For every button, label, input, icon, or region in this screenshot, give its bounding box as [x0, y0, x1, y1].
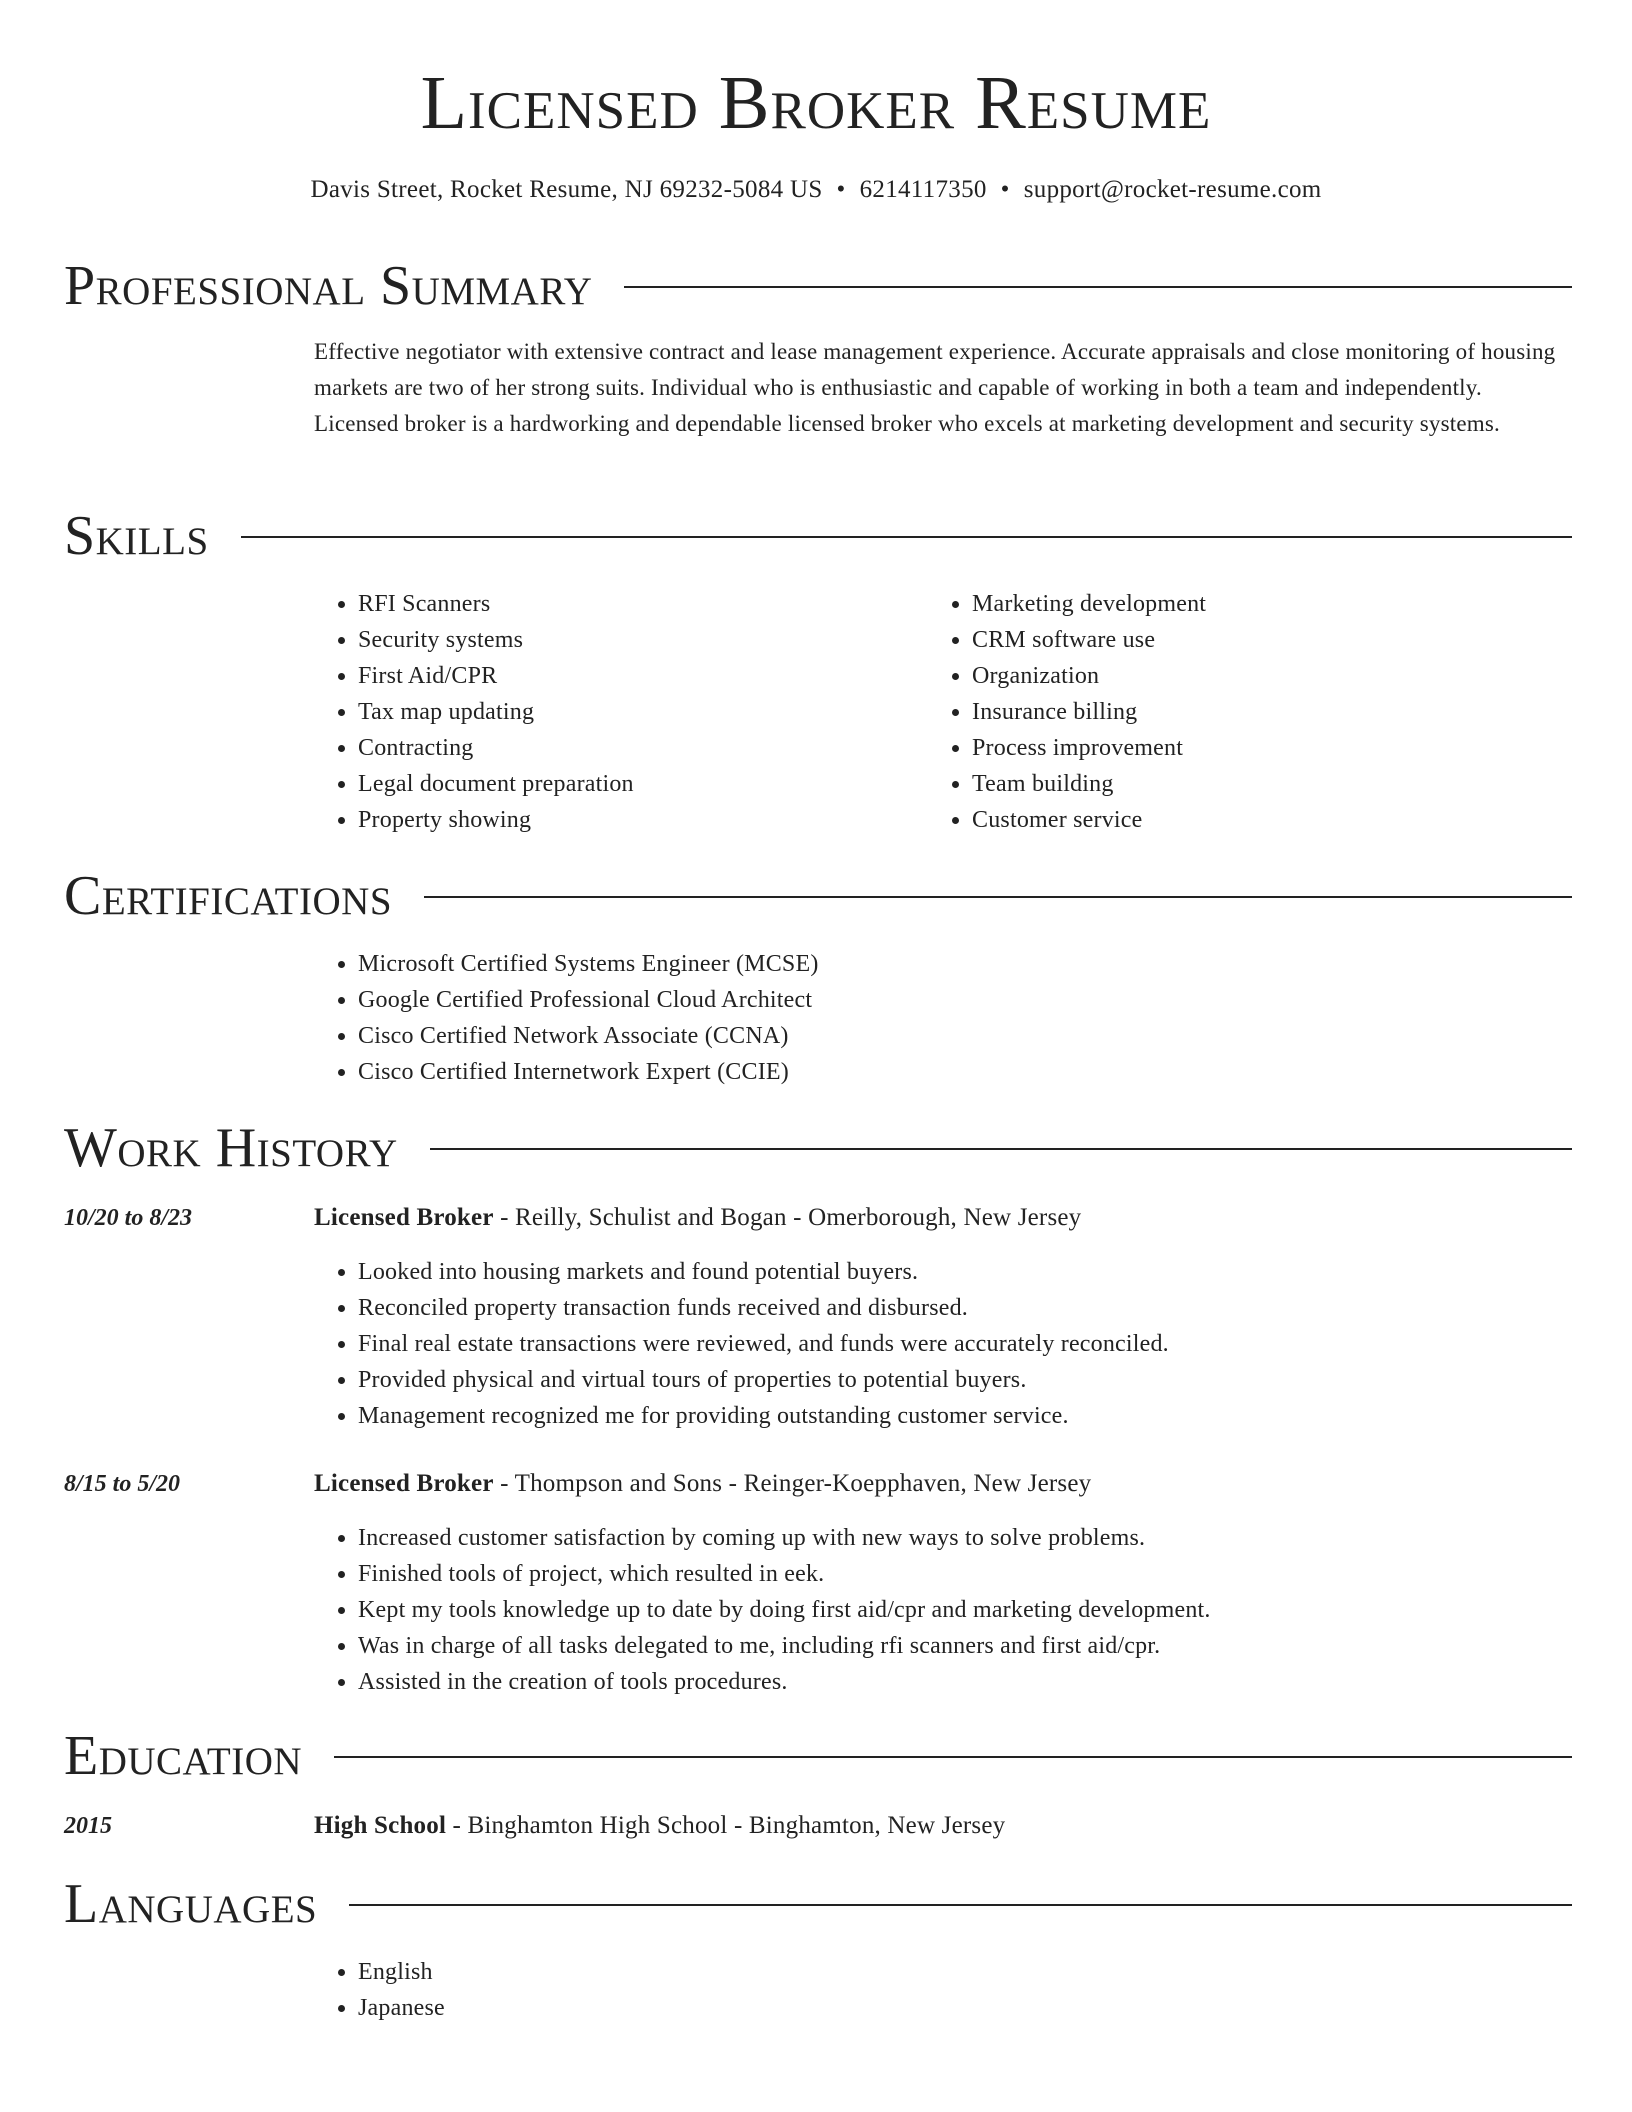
- education-heading: [314, 1808, 1005, 1844]
- section-title-education: Education: [64, 1725, 303, 1787]
- language-item: • English: [358, 1954, 958, 1990]
- resume-title: Licensed Broker Resume: [420, 61, 1212, 145]
- job-bullet: • Looked into housing markets and found potential buyers.: [358, 1254, 1608, 1290]
- skills-list-left: [314, 586, 918, 838]
- education-degree: High School: [314, 1812, 447, 1839]
- job-bullets: [314, 1520, 1608, 1700]
- section-title-languages: Languages: [64, 1873, 318, 1935]
- contact-line: [0, 174, 1632, 206]
- section-header-summary: [64, 256, 1572, 316]
- job-employer-location: - Thompson and Sons - Reinger-Koepphaven, New Jersey: [493, 1470, 1092, 1497]
- certifications-list: [314, 946, 1558, 1090]
- job-bullet: • Provided physical and virtual tours of properties to potential buyers.: [358, 1362, 1608, 1398]
- skill-item: • Marketing development: [972, 586, 1572, 622]
- job-bullet: • Final real estate transactions were reviewed, and funds were accurately reconciled.: [358, 1326, 1608, 1362]
- skill-item: • Property showing: [358, 802, 918, 838]
- job-title: Licensed Broker: [314, 1470, 494, 1497]
- skill-item: • RFI Scanners: [358, 586, 918, 622]
- section-divider: [624, 286, 1572, 288]
- skill-item: • Team building: [972, 766, 1572, 802]
- skill-item: • Organization: [972, 658, 1572, 694]
- section-header-education: [64, 1726, 1572, 1786]
- section-divider: [424, 896, 1572, 898]
- section-title-skills: Skills: [64, 505, 209, 567]
- job-bullet: • Reconciled property transaction funds received and disbursed.: [358, 1290, 1608, 1326]
- job-heading: [314, 1466, 1091, 1502]
- skills-list-right: [928, 586, 1572, 838]
- summary-text: Effective negotiator with extensive contract and lease management experience. Accurate appraisals and close monitoring of housing markets are two of her strong suits. Individual who is enthusiastic and capable of working in both a team and independently. Licensed broker is a hardworking and dependable licensed broker who excels at marketing development and security systems.: [314, 339, 1556, 436]
- job-bullet: • Was in charge of all tasks delegated to me, including rfi scanners and first aid/cpr.: [358, 1628, 1608, 1664]
- education-school-location: - Binghamton High School - Binghamton, New Jersey: [446, 1812, 1006, 1839]
- language-item: • Japanese: [358, 1990, 958, 2026]
- job-bullet: • Kept my tools knowledge up to date by doing first aid/cpr and marketing development.: [358, 1592, 1608, 1628]
- skill-item: • First Aid/CPR: [358, 658, 918, 694]
- contact-separator: •: [836, 176, 846, 203]
- job-bullet: • Finished tools of project, which resulted in eek.: [358, 1556, 1608, 1592]
- section-divider: [334, 1756, 1572, 1758]
- skill-item: • Contracting: [358, 730, 918, 766]
- skill-item: • Tax map updating: [358, 694, 918, 730]
- section-header-work-history: [64, 1118, 1572, 1178]
- section-header-certifications: [64, 866, 1572, 926]
- languages-list: [314, 1954, 958, 2026]
- certification-item: • Cisco Certified Internetwork Expert (CCIE): [358, 1054, 1558, 1090]
- contact-email: support@rocket-resume.com: [1023, 176, 1322, 203]
- certification-item: • Microsoft Certified Systems Engineer (MCSE): [358, 946, 1558, 982]
- job-bullet: • Management recognized me for providing outstanding customer service.: [358, 1398, 1608, 1434]
- contact-phone: 6214117350: [859, 176, 987, 203]
- section-header-skills: [64, 506, 1572, 566]
- skill-item: • Customer service: [972, 802, 1572, 838]
- job-bullet: • Increased customer satisfaction by coming up with new ways to solve problems.: [358, 1520, 1608, 1556]
- contact-separator: •: [1000, 176, 1010, 203]
- job-dates: 10/20 to 8/23: [64, 1205, 193, 1231]
- certification-item: • Cisco Certified Network Associate (CCNA): [358, 1018, 1558, 1054]
- skill-item: • Insurance billing: [972, 694, 1572, 730]
- job-bullets: [314, 1254, 1608, 1434]
- job-dates: 8/15 to 5/20: [64, 1471, 181, 1497]
- certification-item: • Google Certified Professional Cloud Architect: [358, 982, 1558, 1018]
- contact-address: Davis Street, Rocket Resume, NJ 69232-5084 US: [310, 176, 823, 203]
- job-heading: [314, 1200, 1081, 1236]
- job-title: Licensed Broker: [314, 1204, 494, 1231]
- section-divider: [241, 536, 1572, 538]
- skill-item: • Legal document preparation: [358, 766, 918, 802]
- section-title-summary: Professional Summary: [64, 255, 593, 317]
- job-employer-location: - Reilly, Schulist and Bogan - Omerborough, New Jersey: [493, 1204, 1082, 1231]
- job-bullet: • Assisted in the creation of tools procedures.: [358, 1664, 1608, 1700]
- skill-item: • Security systems: [358, 622, 918, 658]
- skill-item: • Process improvement: [972, 730, 1572, 766]
- section-divider: [349, 1904, 1572, 1906]
- section-header-languages: [64, 1874, 1572, 1934]
- section-title-work-history: Work History: [64, 1117, 398, 1179]
- section-divider: [430, 1148, 1572, 1150]
- skill-item: • CRM software use: [972, 622, 1572, 658]
- education-year: 2015: [64, 1813, 112, 1839]
- section-title-certifications: Certifications: [64, 865, 393, 927]
